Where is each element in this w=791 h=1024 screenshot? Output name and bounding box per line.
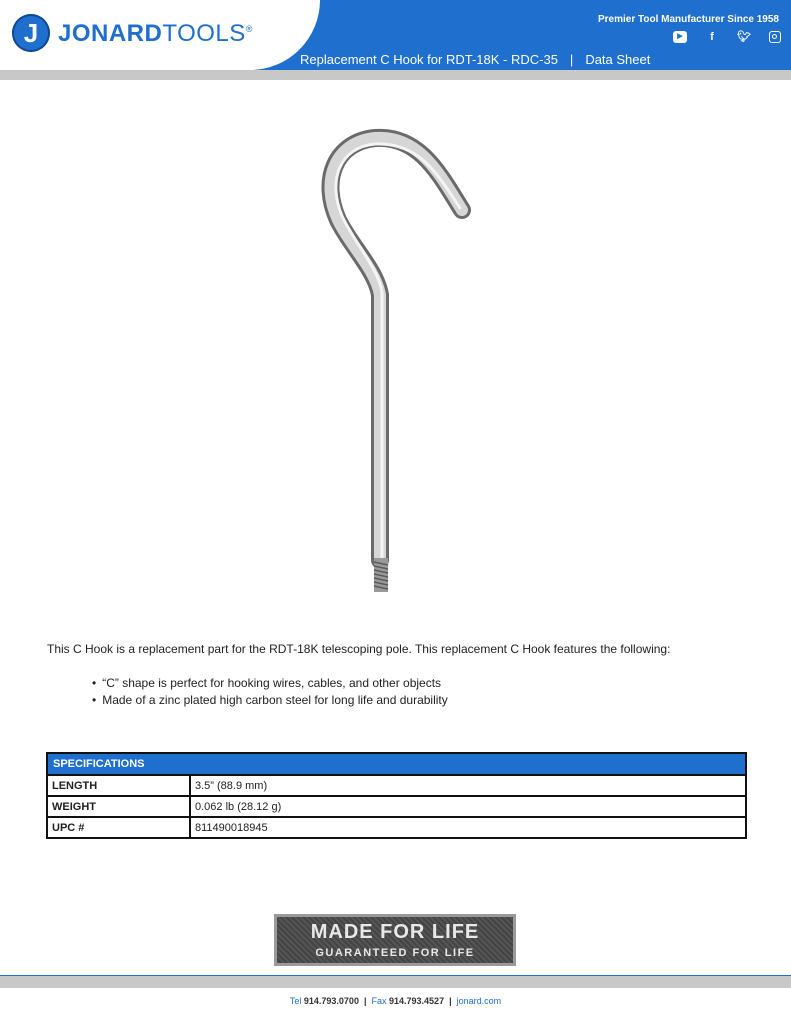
product-title: Replacement C Hook for RDT-18K - RDC-35	[300, 52, 558, 67]
spec-value: 811490018945	[190, 817, 746, 838]
badge-title: MADE FOR LIFE	[310, 921, 480, 943]
tel-label: Tel	[289, 996, 302, 1006]
website-link[interactable]: jonard.com	[456, 996, 502, 1006]
intro-text: This C Hook is a replacement part for the RDT-18K telescoping pole. This replacement C Hook features the following:	[47, 642, 671, 656]
facebook-icon[interactable]: f	[710, 31, 714, 43]
jonard-logo-icon: J	[12, 14, 50, 52]
tel-number: 914.793.0700	[303, 996, 359, 1006]
footer-contact	[0, 996, 791, 1006]
feature-item: • “C” shape is perfect for hooking wires, cables, and other objects	[92, 675, 448, 692]
brand-name: JONARD	[58, 20, 163, 47]
document-title	[300, 52, 650, 67]
spec-value: 0.062 lb (28.12 g)	[190, 796, 746, 817]
feature-item: • Made of a zinc plated high carbon steel for long life and durability	[92, 692, 448, 709]
footer-separator: |	[449, 996, 452, 1006]
specifications-heading: SPECIFICATIONS	[47, 753, 746, 775]
footer-separator: |	[363, 996, 367, 1006]
c-hook-product-image	[280, 120, 500, 600]
header-divider	[0, 70, 791, 80]
tagline: Premier Tool Manufacturer Since 1958	[598, 14, 779, 25]
instagram-icon[interactable]	[769, 31, 781, 43]
title-separator: |	[569, 52, 574, 67]
brand-suffix: TOOLS	[162, 20, 246, 47]
youtube-icon[interactable]: ▶	[673, 31, 687, 43]
fax-label: Fax	[371, 996, 387, 1006]
logo-panel	[0, 0, 320, 70]
spec-label: UPC #	[47, 817, 190, 838]
doc-type: Data Sheet	[585, 52, 651, 67]
social-links	[673, 31, 781, 43]
specifications-table	[46, 752, 747, 839]
badge-subtitle: GUARANTEED FOR LIFE	[315, 947, 475, 959]
spec-label: LENGTH	[47, 775, 190, 796]
feature-list	[92, 675, 448, 709]
specifications-header-row	[47, 753, 746, 775]
table-row	[47, 775, 746, 796]
table-row	[47, 817, 746, 838]
fax-number: 914.793.4527	[389, 996, 445, 1006]
made-for-life-badge	[274, 914, 516, 966]
registered-mark: ®	[245, 24, 253, 34]
header-bar	[0, 0, 791, 70]
spec-label: WEIGHT	[47, 796, 190, 817]
spec-value: 3.5” (88.9 mm)	[190, 775, 746, 796]
twitter-icon[interactable]: 🐦︎	[737, 31, 751, 43]
footer-divider	[0, 976, 791, 988]
brand-logo	[58, 20, 253, 48]
table-row	[47, 796, 746, 817]
